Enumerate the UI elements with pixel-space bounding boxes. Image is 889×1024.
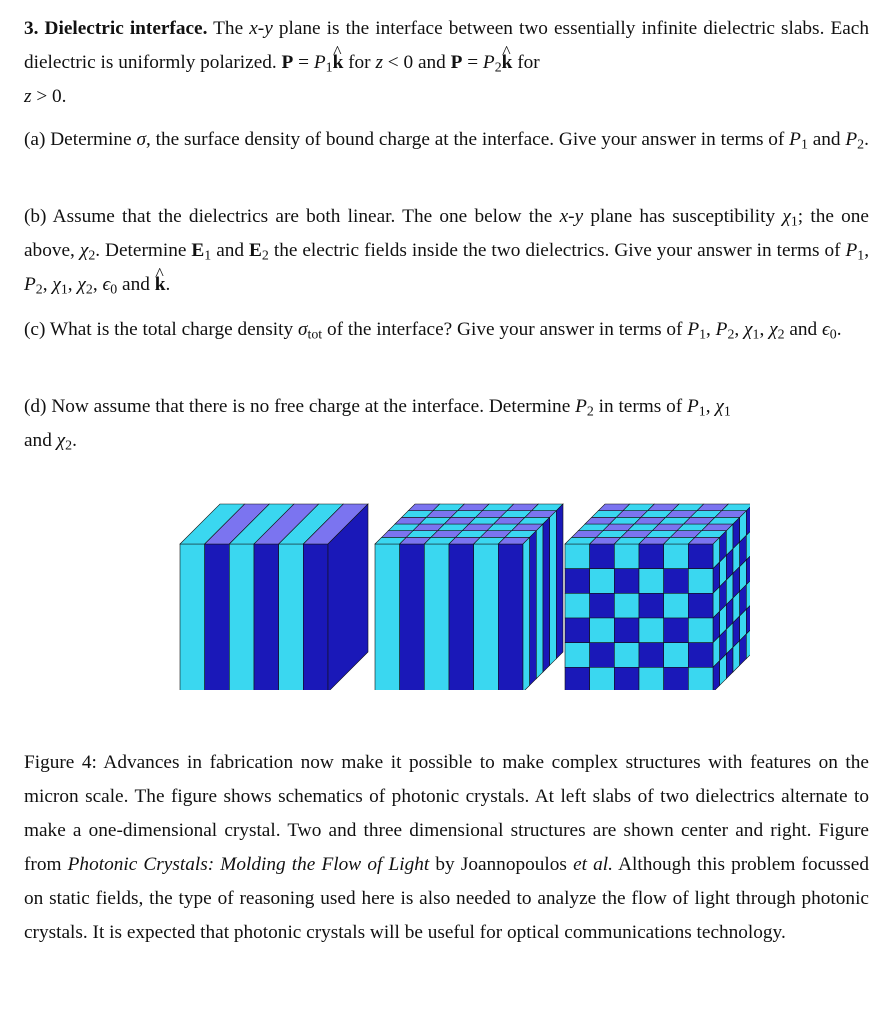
var-x: x bbox=[249, 18, 258, 39]
caption-text: by Joannopoulos bbox=[435, 854, 567, 875]
sub-2: 2 bbox=[777, 327, 785, 343]
var-P1: P bbox=[789, 129, 801, 150]
part-c bbox=[24, 313, 869, 347]
checker-front bbox=[590, 593, 615, 618]
var-P2: P bbox=[482, 52, 495, 73]
stripe-front bbox=[254, 544, 279, 690]
period: . bbox=[836, 319, 842, 340]
var-y: y bbox=[264, 18, 273, 39]
comma: , bbox=[67, 274, 78, 295]
rod-side bbox=[523, 537, 530, 690]
part-text: the electric fields inside the two dielectrics. Give your answer in terms of bbox=[273, 240, 841, 261]
comma: , bbox=[734, 319, 745, 340]
checker-front bbox=[614, 593, 639, 618]
stripe-front bbox=[229, 544, 254, 690]
sub-1: 1 bbox=[790, 214, 798, 230]
checker-front bbox=[590, 544, 615, 569]
checker-front bbox=[688, 593, 713, 618]
chi-2: χ bbox=[769, 319, 778, 340]
rod-front bbox=[400, 544, 425, 690]
figure-caption bbox=[24, 746, 869, 950]
comma: , bbox=[864, 240, 870, 261]
part-text: and bbox=[812, 129, 841, 150]
checker-front bbox=[664, 593, 689, 618]
sub-1: 1 bbox=[699, 327, 707, 343]
part-text: ; the one above, bbox=[24, 206, 869, 261]
sub-0: 0 bbox=[110, 282, 118, 298]
rod-side bbox=[556, 504, 563, 659]
problem-number: 3. bbox=[24, 18, 39, 39]
intro-text: and bbox=[417, 52, 446, 73]
checker-front bbox=[614, 643, 639, 668]
intro-text: for bbox=[517, 52, 540, 73]
stripe-front bbox=[205, 544, 230, 690]
part-text: of the interface? Give your answer in terms of bbox=[326, 319, 683, 340]
checker-front bbox=[688, 569, 713, 594]
stripe-front bbox=[279, 544, 304, 690]
intro-text: The bbox=[213, 18, 244, 39]
k-hat: k ^ bbox=[155, 268, 166, 302]
comma: , bbox=[759, 319, 770, 340]
k-hat: k ^ bbox=[333, 46, 344, 80]
part-d bbox=[24, 390, 869, 458]
period: . bbox=[165, 274, 171, 295]
sub-2: 2 bbox=[65, 438, 73, 454]
equals: = bbox=[293, 52, 314, 73]
part-text: What is the total charge density bbox=[49, 319, 294, 340]
checker-front bbox=[614, 667, 639, 690]
var-z: z bbox=[24, 86, 32, 107]
chi-1: χ bbox=[744, 319, 753, 340]
E1-vector: E bbox=[191, 240, 205, 261]
problem-title: Dielectric interface. bbox=[44, 18, 208, 39]
sub-1: 1 bbox=[60, 282, 68, 298]
checker-front bbox=[590, 667, 615, 690]
checker-front bbox=[639, 593, 664, 618]
comma: , bbox=[42, 274, 53, 295]
checker-front bbox=[639, 643, 664, 668]
photonic-crystals-figure bbox=[160, 500, 750, 690]
greater-than-zero: > 0. bbox=[31, 86, 67, 107]
checker-front bbox=[639, 569, 664, 594]
checker-front bbox=[664, 643, 689, 668]
equals: = bbox=[462, 52, 483, 73]
sub-tot: tot bbox=[307, 327, 323, 343]
sub-2: 2 bbox=[261, 248, 269, 264]
var-P1: P bbox=[845, 240, 858, 261]
var-y: y bbox=[574, 206, 584, 227]
var-P: P bbox=[281, 52, 294, 73]
checker-front bbox=[664, 544, 689, 569]
var-P2: P bbox=[575, 396, 587, 417]
rod-front bbox=[449, 544, 474, 690]
checker-front bbox=[614, 569, 639, 594]
rod-front bbox=[474, 544, 499, 690]
intro-text: plane is the interface between two essentially infinite dielectric slabs. Each dielectric is uniformly polarized. bbox=[24, 18, 869, 73]
part-label: (c) bbox=[24, 319, 46, 340]
checker-front bbox=[590, 618, 615, 643]
sub-1: 1 bbox=[752, 327, 760, 343]
chi-1: χ bbox=[52, 274, 61, 295]
checker-front bbox=[614, 544, 639, 569]
checker-front bbox=[664, 569, 689, 594]
sigma-symbol: σ bbox=[297, 319, 308, 340]
period: . bbox=[864, 129, 869, 150]
less-than-zero: < 0 bbox=[382, 52, 414, 73]
epsilon-0: ϵ bbox=[822, 319, 830, 340]
caption-label: Figure 4: bbox=[24, 752, 97, 773]
period: . bbox=[72, 430, 77, 451]
part-text: Assume that the dielectrics are both linear. The one below the bbox=[52, 206, 553, 227]
sub-2: 2 bbox=[857, 137, 865, 153]
part-text: and bbox=[216, 240, 245, 261]
chi-2: χ bbox=[77, 274, 86, 295]
var-P2: P bbox=[24, 274, 36, 295]
var-P2: P bbox=[715, 319, 728, 340]
sub-1: 1 bbox=[723, 404, 731, 420]
part-a bbox=[24, 123, 869, 157]
var-z: z bbox=[375, 52, 383, 73]
intro-text: for bbox=[348, 52, 371, 73]
part-text: Determine bbox=[50, 129, 132, 150]
comma: , bbox=[92, 274, 103, 295]
sub-1: 1 bbox=[698, 404, 706, 420]
checker-front bbox=[565, 618, 590, 643]
sub-2: 2 bbox=[586, 404, 594, 420]
checker-front bbox=[688, 544, 713, 569]
checker-front bbox=[639, 544, 664, 569]
checker-front bbox=[565, 667, 590, 690]
chi-1: χ bbox=[715, 396, 724, 417]
checker-front bbox=[664, 618, 689, 643]
rod-front bbox=[424, 544, 449, 690]
sub-2: 2 bbox=[35, 282, 43, 298]
part-text: plane has susceptibility bbox=[590, 206, 776, 227]
rod-front bbox=[375, 544, 400, 690]
checker-front bbox=[688, 667, 713, 690]
comma: , bbox=[706, 319, 716, 340]
chi-2: χ bbox=[56, 430, 66, 451]
sigma-symbol: σ bbox=[136, 129, 146, 150]
sub-1: 1 bbox=[204, 248, 212, 264]
var-P1: P bbox=[687, 396, 699, 417]
caption-text: Although this problem focussed on static fields, the type of reasoning used here is also needed to analyze the flow of light through photonic crystals. It is expected that photonic crystals will be useful for optical communications technology. bbox=[24, 854, 869, 943]
E2-vector: E bbox=[249, 240, 262, 261]
stripe-front bbox=[180, 544, 205, 690]
caption-text: Advances in fabrication now make it possible to make complex structures with features on the micron scale. The figure shows schematics of photonic crystals. At left slabs of two dielectrics alternate to make a one-dimensional crystal. Two and three dimensional structures are shown center and right. Figure from bbox=[24, 752, 869, 875]
k-hat: k ^ bbox=[502, 46, 513, 80]
problem-statement: 3. Dielectric interface. The x-y plane is the interface between two essentially infinite dielectric slabs. Each dielectric is uniformly polarized. $P = P_1k$ ^ for z < 0 and $P = P_2k$ ^ for z > 0. bbox=[24, 12, 869, 114]
part-text: , the surface density of bound charge at the interface. Give your answer in terms of bbox=[145, 129, 785, 150]
var-x: x bbox=[559, 206, 569, 227]
part-label: (a) bbox=[24, 129, 46, 150]
checker-front bbox=[590, 569, 615, 594]
rod-side bbox=[543, 517, 550, 672]
sub-2: 2 bbox=[88, 248, 96, 264]
rod-side bbox=[536, 524, 543, 679]
chi-2: χ bbox=[79, 240, 89, 261]
checker-front bbox=[565, 544, 590, 569]
part-label: (d) bbox=[24, 396, 47, 417]
sub-0: 0 bbox=[829, 327, 837, 343]
checker-front bbox=[565, 643, 590, 668]
rod-side bbox=[550, 511, 557, 666]
checker-front bbox=[639, 667, 664, 690]
sub-1: 1 bbox=[325, 60, 333, 76]
chi-1: χ bbox=[782, 206, 791, 227]
part-text: and bbox=[122, 274, 150, 295]
rod-front bbox=[498, 544, 523, 690]
part-text: and bbox=[24, 430, 52, 451]
sub-1: 1 bbox=[857, 248, 865, 264]
part-text: in terms of bbox=[598, 396, 683, 417]
part-text: Now assume that there is no free charge at the interface. Determine bbox=[51, 396, 571, 417]
checker-front bbox=[614, 618, 639, 643]
checker-front bbox=[688, 643, 713, 668]
part-text: and bbox=[789, 319, 818, 340]
checker-front bbox=[639, 618, 664, 643]
part-text: . Determine bbox=[95, 240, 187, 261]
sub-2: 2 bbox=[727, 327, 735, 343]
var-P: P bbox=[450, 52, 463, 73]
rod-side bbox=[530, 531, 537, 686]
sub-2: 2 bbox=[85, 282, 93, 298]
stripe-front bbox=[303, 544, 328, 690]
checker-front bbox=[565, 569, 590, 594]
var-P1: P bbox=[687, 319, 700, 340]
part-b: (b) Assume that the dielectrics are both linear. The one below the x-y plane has susceptibility $\chi_1$; the one above, $\chi_2$. Determine $E_1$ and $E_2$ the electric fields inside the two dielectrics. Give your answer in terms of $P_1$, $P_2$, $\chi_1$, $\chi_2$, $\epsilon_0$ and k ^. bbox=[24, 200, 869, 302]
checker-front bbox=[565, 593, 590, 618]
epsilon-0: ϵ bbox=[102, 274, 111, 295]
sub-1: 1 bbox=[800, 137, 808, 153]
var-P1: P bbox=[313, 52, 326, 73]
et-al: et al. bbox=[573, 854, 613, 875]
comma: , bbox=[705, 396, 716, 417]
checker-front bbox=[688, 618, 713, 643]
sub-2: 2 bbox=[494, 60, 502, 76]
part-label: (b) bbox=[24, 206, 47, 227]
book-title: Photonic Crystals: Molding the Flow of Light bbox=[67, 854, 430, 875]
var-P2: P bbox=[845, 129, 858, 150]
checker-front bbox=[664, 667, 689, 690]
checker-front bbox=[590, 643, 615, 668]
